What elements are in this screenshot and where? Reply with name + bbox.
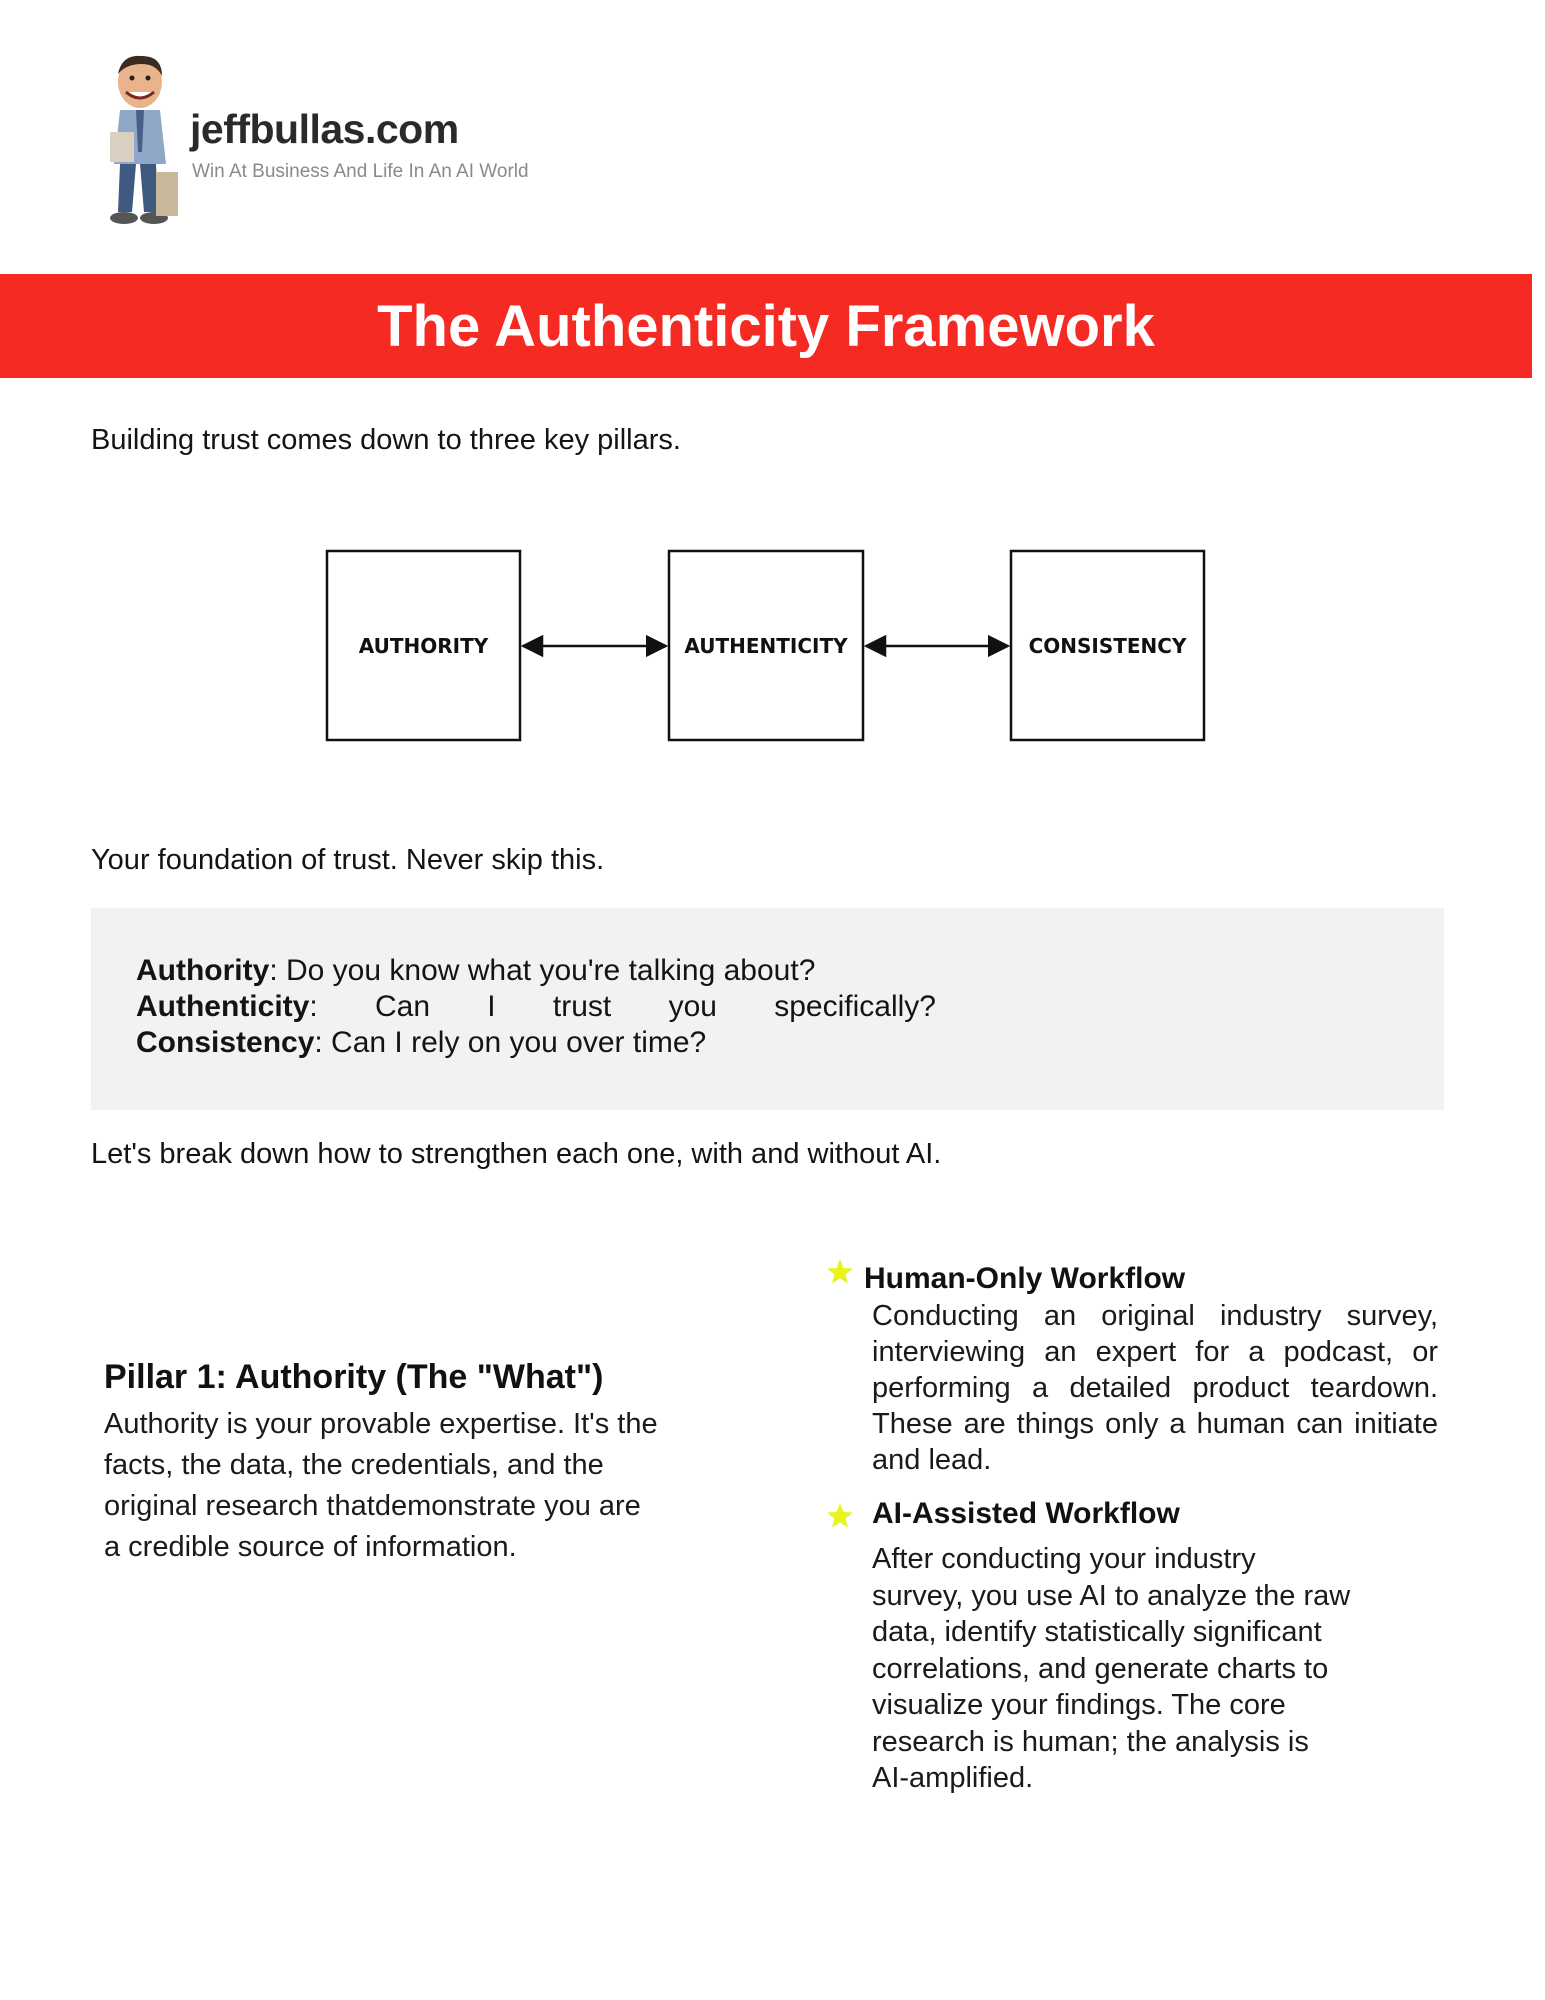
pillar-body-line: Authority is your provable expertise. It's the: [104, 1408, 658, 1440]
definition-term: Authority: [136, 954, 270, 987]
definition-word: I: [487, 990, 496, 1023]
definition-text: : Can I rely on you over time?: [314, 1026, 707, 1059]
definition-word: Can: [374, 990, 431, 1023]
breakdown-paragraph: Let's break down how to strengthen each one, with and without AI.: [91, 1138, 942, 1170]
ai-assisted-workflow-heading: AI-Assisted Workflow: [872, 1497, 1180, 1530]
authenticity-box-label: AUTHENTICITY: [684, 634, 848, 658]
logo-site-name[interactable]: jeffbullas.com: [190, 106, 459, 152]
ai-body-line: survey, you use AI to analyze the raw: [872, 1579, 1351, 1612]
definitions-box: [91, 908, 1444, 1110]
definition-term-wrap: [136, 990, 318, 1024]
definition-word: specifically?: [774, 990, 936, 1023]
pillars-diagram: [320, 545, 1220, 755]
logo-tagline: Win At Business And Life In An AI World: [192, 161, 529, 182]
consistency-box-label: CONSISTENCY: [1028, 634, 1187, 658]
pillar-1-heading: Pillar 1: Authority (The "What"): [104, 1358, 604, 1396]
definition-term: Consistency: [136, 1026, 315, 1059]
ai-body-line: correlations, and generate charts to: [872, 1652, 1329, 1685]
star-icon: [826, 1502, 854, 1530]
definition-colon: :: [309, 990, 318, 1023]
definition-word: trust: [552, 990, 612, 1023]
definition-consistency: [136, 1026, 706, 1060]
ai-assisted-workflow-body: [872, 1541, 1438, 1797]
logo-caricature-image: [96, 52, 182, 230]
pillar-body-line: facts, the data, the credentials, and the: [104, 1449, 604, 1481]
human-only-workflow-body: Conducting an original industry survey, interviewing an expert for a podcast, or performing a detailed product teardown. These are things only a human can initiate and lead.: [872, 1300, 1438, 1476]
title-banner: [0, 274, 1532, 378]
ai-body-line: After conducting your industry: [872, 1543, 1256, 1575]
ai-body-line: AI-amplified.: [872, 1762, 1034, 1794]
intro-paragraph: Building trust comes down to three key pillars.: [91, 424, 681, 456]
definition-word: you: [668, 990, 717, 1023]
star-icon: [826, 1258, 854, 1286]
definition-authenticity: [136, 990, 936, 1024]
pillar-body-line: a credible source of information.: [104, 1531, 517, 1563]
definition-text: : Do you know what you're talking about?: [269, 954, 816, 987]
definition-term: Authenticity: [136, 990, 310, 1023]
pillar-body-line: original research thatdemonstrate you are: [104, 1490, 641, 1522]
ai-body-line: visualize your findings. The core: [872, 1689, 1286, 1721]
pillar-1-body: [104, 1404, 769, 1568]
ai-body-line: data, identify statistically significant: [872, 1616, 1322, 1648]
authority-box-label: AUTHORITY: [358, 634, 489, 658]
foundation-paragraph: Your foundation of trust. Never skip this.: [91, 844, 605, 876]
ai-body-line: research is human; the analysis is: [872, 1725, 1309, 1758]
page-title: The Authenticity Framework: [377, 293, 1155, 359]
human-only-workflow-heading: Human-Only Workflow: [864, 1262, 1186, 1295]
definition-authority: [136, 954, 815, 988]
